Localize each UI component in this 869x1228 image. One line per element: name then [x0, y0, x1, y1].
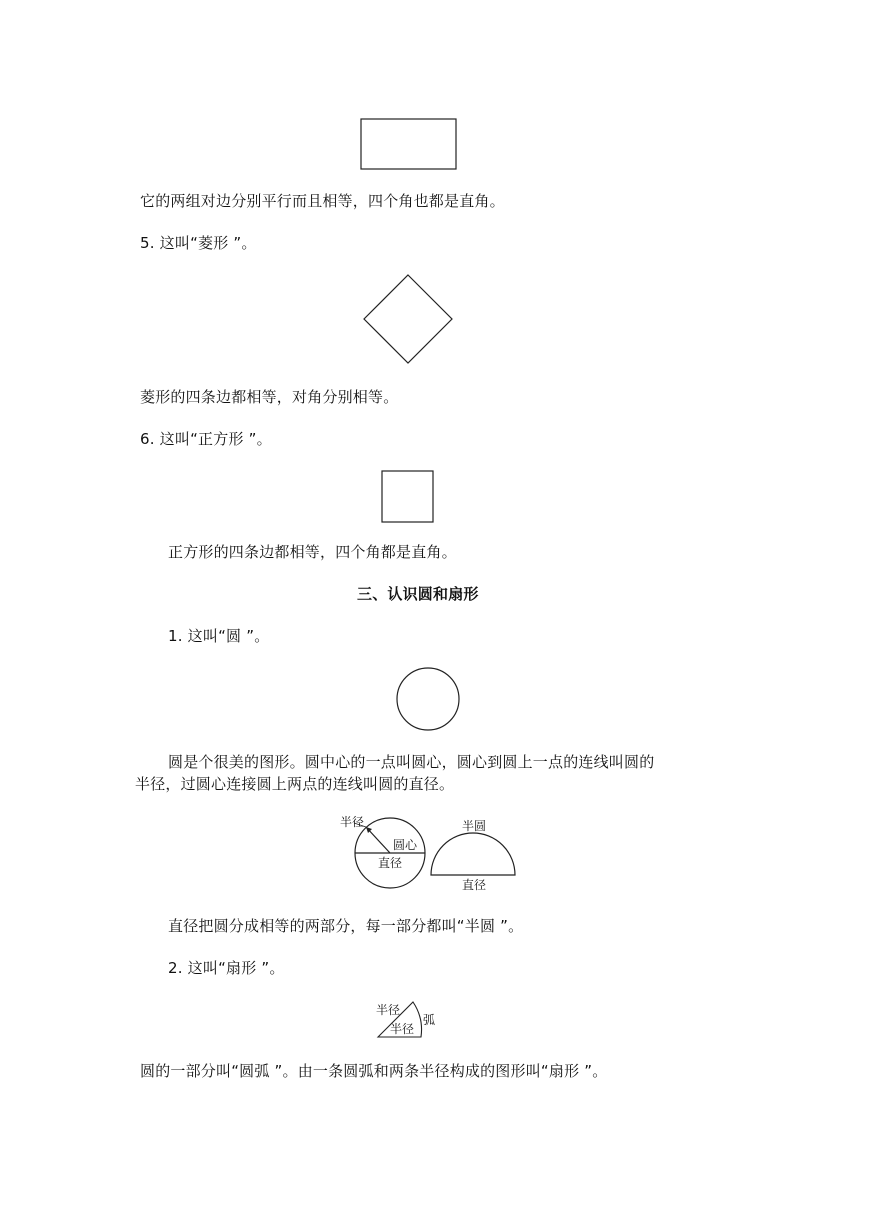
section-heading: 三、认识圆和扇形 — [357, 585, 479, 603]
semicircle-description: 直径把圆分成相等的两部分，每一部分都叫“半圆 ”。 — [168, 917, 524, 935]
circle-description-line2: 半径，过圆心连接圆上两点的连线叫圆的直径。 — [135, 775, 455, 793]
square-item: 6. 这叫“正方形 ”。 — [140, 430, 272, 448]
rhombus-description: 菱形的四条边都相等，对角分别相等。 — [140, 388, 399, 406]
sector-radius-label-2: 半径 — [390, 1022, 415, 1036]
rhombus-item: 5. 这叫“菱形 ”。 — [140, 234, 257, 252]
center-label: 圆心 — [393, 838, 418, 852]
semicircle-diameter-label: 直径 — [462, 878, 487, 892]
diameter-label: 直径 — [378, 856, 403, 870]
radius-label: 半径 — [340, 815, 365, 829]
sector-item: 2. 这叫“扇形 ”。 — [168, 959, 285, 977]
rectangle-description: 它的两组对边分别平行而且相等，四个角也都是直角。 — [140, 192, 505, 210]
sector-arc-label: 弧 — [423, 1013, 436, 1027]
square-description: 正方形的四条边都相等，四个角都是直角。 — [168, 543, 457, 561]
sector-radius-label-1: 半径 — [376, 1003, 401, 1017]
semicircle-label: 半圆 — [462, 819, 487, 833]
sector-description: 圆的一部分叫“圆弧 ”。由一条圆弧和两条半径构成的图形叫“扇形 ”。 — [140, 1062, 608, 1080]
circle-description-line1: 圆是个很美的图形。圆中心的一点叫圆心，圆心到圆上一点的连线叫圆的 — [168, 753, 655, 771]
circle-item: 1. 这叫“圆 ”。 — [168, 627, 270, 645]
